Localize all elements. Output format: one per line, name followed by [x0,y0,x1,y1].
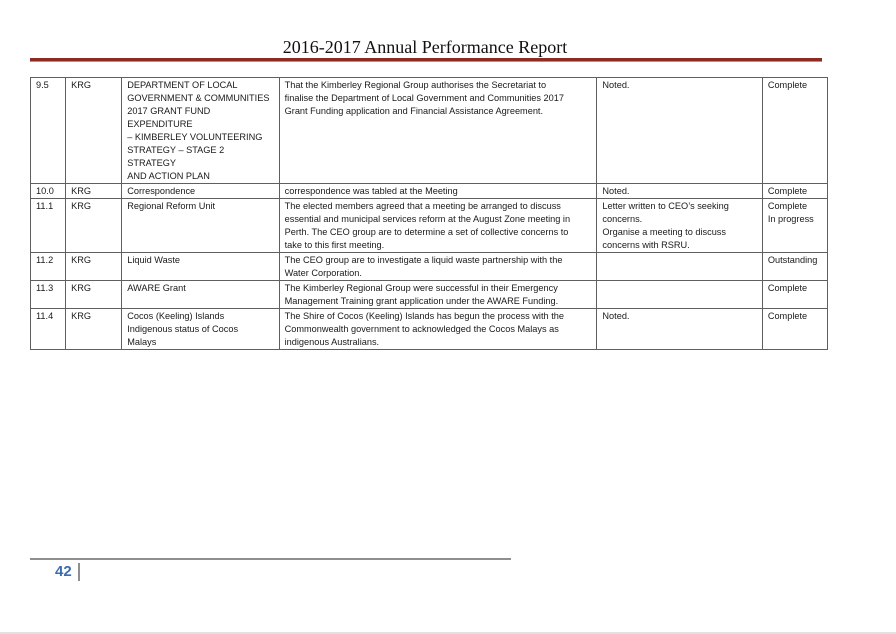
resolution-cell-line: take to this first meeting. [284,240,385,250]
status-cell [762,281,827,309]
subject-cell-line: Cocos (Keeling) Islands [127,311,225,321]
status-cell-line: Outstanding [767,255,818,265]
group-cell: KRG [66,199,122,253]
action-cell [597,281,762,309]
status-cell [762,309,827,350]
resolution-cell-line: The elected members agreed that a meeting be arranged to discuss [284,201,561,211]
page-number: 42 [55,563,72,580]
resolution-cell-line: The CEO group are to investigate a liquid waste partnership with the [284,255,563,265]
action-cell [597,253,762,281]
subject-cell [122,281,279,309]
resolution-cell-line: The Shire of Cocos (Keeling) Islands has begun the process with the [284,311,564,321]
action-cell-line: Noted. [602,186,630,196]
action-cell-line: Noted. [602,311,630,321]
table-row [31,184,828,199]
action-cell [597,78,762,184]
resolution-cell [279,184,597,199]
status-cell [762,253,827,281]
table-row [31,253,828,281]
status-cell-line: Complete [767,186,808,196]
group-cell: KRG [66,309,122,350]
action-cell-line: concerns. [602,214,643,224]
subject-cell [122,309,279,350]
item-number-cell: 11.1 [31,199,66,253]
subject-cell-line: Liquid Waste [127,255,180,265]
status-cell [762,78,827,184]
report-table [30,77,828,350]
resolution-cell [279,253,597,281]
resolution-cell [279,309,597,350]
item-number-cell: 10.0 [31,184,66,199]
subject-cell-line: GOVERNMENT & COMMUNITIES [127,93,270,103]
resolution-cell-line: Grant Funding application and Financial Assistance Agreement. [284,106,544,116]
action-cell-line: Noted. [602,80,630,90]
action-cell-line: Organise a meeting to discuss [602,227,726,237]
subject-cell-line: AWARE Grant [127,283,186,293]
subject-cell [122,199,279,253]
action-cell [597,199,762,253]
subject-cell-line: Correspondence [127,186,196,196]
status-cell-line: Complete [767,80,808,90]
status-cell-line: In progress [767,214,814,224]
subject-cell-line: AND ACTION PLAN [127,171,210,181]
resolution-cell-line: Perth. The CEO group are to determine a set of collective concerns to [284,227,569,237]
table-row [31,281,828,309]
subject-cell-line: Indigenous status of Cocos [127,324,239,334]
status-cell-line: Complete [767,311,808,321]
header-rule-shadow [30,61,822,62]
report-table-body [31,78,828,350]
item-number-cell: 9.5 [31,78,66,184]
footer-rule [30,558,511,560]
subject-cell-line: 2017 GRANT FUND EXPENDITURE [127,106,211,129]
subject-cell [122,253,279,281]
resolution-cell-line: Water Corporation. [284,268,362,278]
table-row [31,309,828,350]
status-cell [762,184,827,199]
resolution-cell-line: Commonwealth government to acknowledged the Cocos Malays as [284,324,559,334]
item-number-cell: 11.4 [31,309,66,350]
resolution-cell-line: Management Training grant application under the AWARE Funding. [284,296,559,306]
item-number-cell: 11.3 [31,281,66,309]
page-title: 2016-2017 Annual Performance Report [282,37,568,57]
action-cell-line: concerns with RSRU. [602,240,690,250]
subject-cell-line: STRATEGY – STAGE 2 STRATEGY [127,145,225,168]
resolution-cell-line: The Kimberley Regional Group were successful in their Emergency [284,283,558,293]
subject-cell-line: Malays [127,337,157,347]
resolution-cell [279,281,597,309]
status-cell-line: Complete [767,283,808,293]
resolution-cell [279,78,597,184]
resolution-cell-line: essential and municipal services reform at the August Zone meeting in [284,214,571,224]
group-cell: KRG [66,253,122,281]
action-cell [597,309,762,350]
subject-cell-line: DEPARTMENT OF LOCAL [127,80,238,90]
subject-cell [122,184,279,199]
group-cell: KRG [66,281,122,309]
action-cell [597,184,762,199]
table-row [31,78,828,184]
subject-cell-line: – KIMBERLEY VOLUNTEERING [127,132,263,142]
subject-cell-line: Regional Reform Unit [127,201,216,211]
item-number-cell: 11.2 [31,253,66,281]
status-cell-line: Complete [767,201,808,211]
resolution-cell-line: finalise the Department of Local Government and Communities 2017 [284,93,564,103]
resolution-cell-line: indigenous Australians. [284,337,380,347]
table-row [31,199,828,253]
resolution-cell [279,199,597,253]
footer-divider [78,563,80,581]
group-cell: KRG [66,184,122,199]
subject-cell [122,78,279,184]
status-cell [762,199,827,253]
action-cell-line: Letter written to CEO’s seeking [602,201,729,211]
resolution-cell-line: That the Kimberley Regional Group authorises the Secretariat to [284,80,547,90]
resolution-cell-line: correspondence was tabled at the Meeting [284,186,458,196]
group-cell: KRG [66,78,122,184]
